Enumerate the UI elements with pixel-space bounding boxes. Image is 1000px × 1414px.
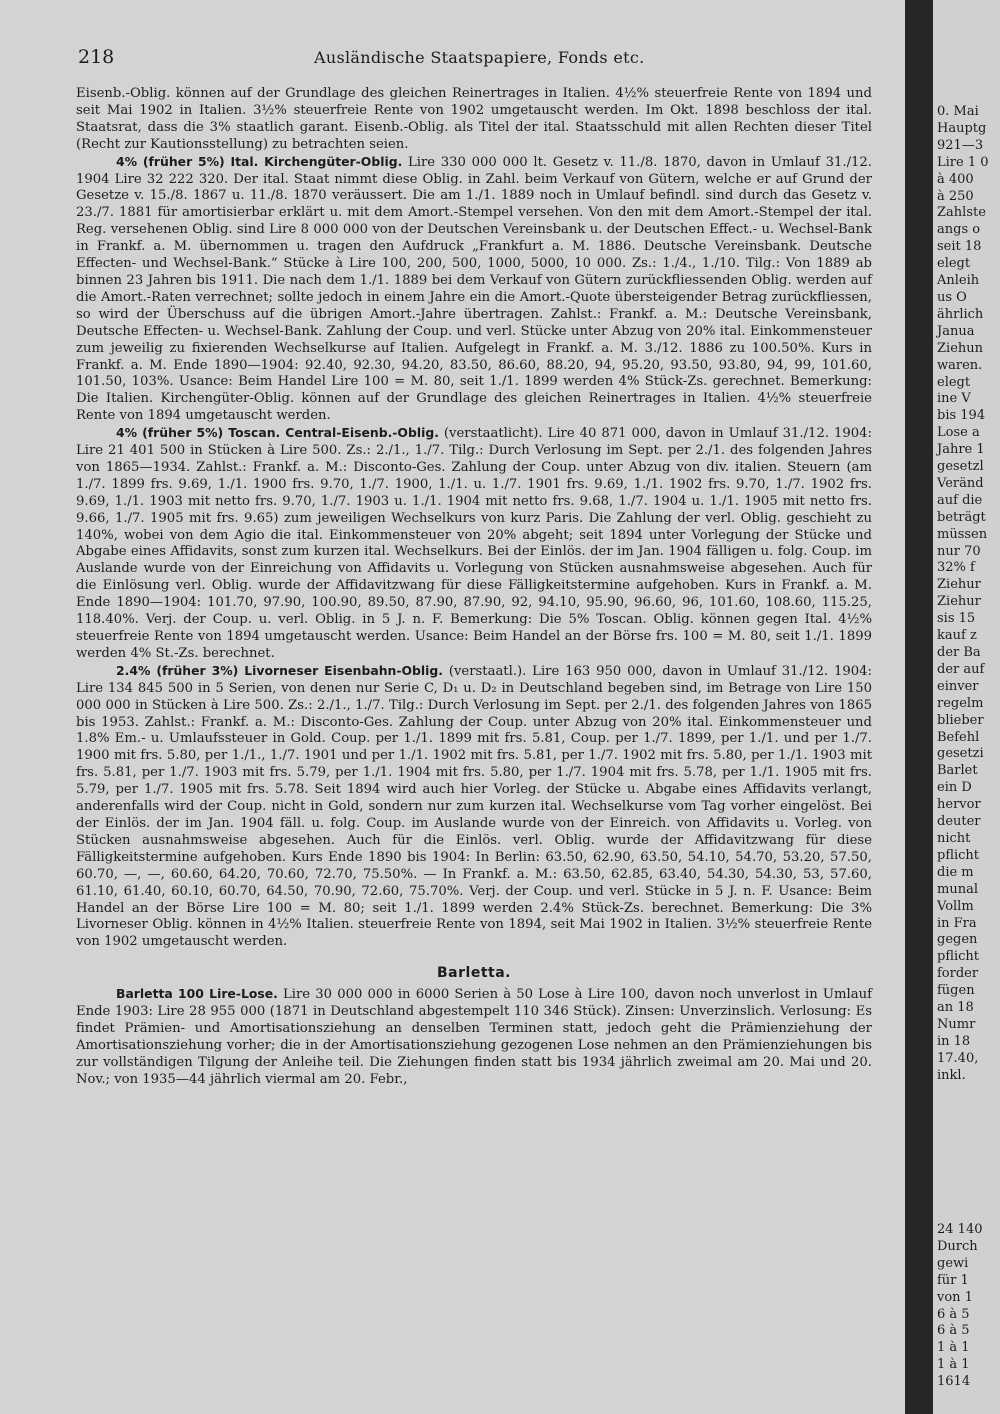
right-page-line: à 250: [937, 188, 974, 204]
right-page-line: ährlich: [937, 306, 984, 322]
book-gutter: [905, 0, 933, 1414]
entry-title: 4% (früher 5%) Toscan. Central-Eisenb.-Oblig.: [116, 425, 439, 441]
right-page-line: für 1: [937, 1272, 969, 1288]
entry-barletta: [76, 986, 872, 1088]
right-page-line: us O: [937, 289, 967, 305]
entry-title: Barletta 100 Lire-Lose.: [116, 986, 278, 1002]
right-page-line: gegen: [937, 932, 978, 948]
entry-text: Lire 30 000 000 in 6000 Serien à 50 Lose à Lire 100, davon noch unverlost in Umlauf Ende 1903: Lire 28 955 000 (1871 in Deutschland abgestempelt 110 346 Stück). Zinsen: Unverzinslich. Verlosung: Es findet Prämien- und Amortisationsziehung an denselben Terminen statt, jedoch geht die Prämienziehung der Amortisationsziehung vorher; die in der Amortisationsziehung gezogenen Lose nehmen an den Prämienziehungen bis zur vollständigen Tilgung der Anleihe teil. Die Ziehungen finden statt bis 1934 jährlich zweimal am 20. Mai und 20. Nov.; von 1935—44 jährlich viermal am 20. Febr.,: [76, 987, 872, 1087]
right-page-fragments-top: [933, 104, 989, 1085]
right-page-line: Befehl: [937, 729, 980, 745]
right-page-line: Hauptg: [937, 120, 987, 136]
intro-paragraph: Eisenb.-Oblig. können auf der Grundlage des gleichen Reinertrages in Italien. 4½% steuerfreie Rente von 1894 und seit Mai 1902 in Italien. 3½% steuerfreie Rente von 1902 umgetauscht werden. Im Okt. 1898 beschloss der ital. Staatsrat, dass die 3% staatlich garant. Eisenb.-Oblig. als Titel der ital. Staatsschuld mit allen Rechten dieser Titel (Recht zur Kautionsstellung) zu betrachten seien.: [76, 86, 872, 152]
right-page-line: elegt: [937, 256, 971, 272]
right-page-line: regelm: [937, 695, 984, 711]
right-page-line: elegt: [937, 374, 971, 390]
right-page-line: waren.: [937, 357, 983, 373]
right-page-line: pflicht: [937, 949, 980, 965]
right-page-line: pflicht: [937, 847, 980, 863]
page-header: [78, 46, 888, 72]
right-page-line: forder: [937, 966, 979, 982]
right-page-line: der Ba: [937, 645, 981, 660]
right-page-line: Durch: [937, 1238, 978, 1254]
right-page-line: sis 15: [937, 611, 976, 627]
right-page-line: Jahre 1: [937, 442, 985, 458]
right-page-line: Janua: [937, 323, 975, 339]
right-page-line: blieber: [937, 712, 984, 728]
right-page-line: angs o: [937, 222, 981, 238]
entry-text: Lire 330 000 000 lt. Gesetz v. 11./8. 1870, davon in Umlauf 31./12. 1904 Lire 32 222 320. Der ital. Staat nimmt diese Oblig. in Zahl. beim Verkauf von Gütern, welche er auf Grund der Gesetze v. 15./8. 1867 u. 11./8. 1870 veräussert. Die am 1./1. 1889 noch in Umlauf befindl. sind durch das Gesetz v. 23./7. 1881 für amortisierbar erklärt u. mit dem Amort.-Stempel versehen. Von den mit dem Amort.-Stempel der ital. Reg. versehenen Oblig. sind Lire 8 000 000 von der Deutschen Vereinsbank u. der Deutschen Effect.- u. Wechsel-Bank in Frankf. a. M. übernommen u. tragen den Aufdruck „Frankfurt a. M. 1886. Deutsche Vereinsbank. Deutsche Effecten- und Wechsel-Bank.“ Stücke à Lire 100, 200, 500, 1000, 5000, 10 000. Zs.: 1./4., 1./10. Tilg.: Von 1889 ab binnen 23 Jahren bis 1911. Die nach dem 1./1. 1889 bei dem Verkauf von Gütern zurückfliessenden Oblig. werden auf die Amort.-Raten verrechnet; sollte jedoch in einem Jahre ein die Amort.-Quote übersteigender Betrag zurückfliessen, so wird der Überschuss auf die übrigen Amort.-Jahre übertragen. Zahlst.: Frankf. a. M.: Deutsche Vereinsbank, Deutsche Effecten- u. Wechsel-Bank. Zahlung der Coup. und verl. Stücke unter Abzug von 20% ital. Einkommensteuer zum jeweilig zu fixierenden Wechselkurse auf Italien. Aufgelegt in Frankf. a. M. 3./12. 1886 zu 100.50%. Kurs in Frankf. a. M. Ende 1890—1904: 92.40, 92.30, 94.20, 83.50, 86.60, 88.20, 94, 95.20, 93.50, 93.80, 94, 99, 101.60, 101.50, 103%. Usance: Beim Handel Lire 100 = M. 80, seit 1./1. 1899 werden 4% Stück-Zs. gerechnet. Bemerkung: Die Italien. Kirchengüter-Oblig. können auf der Grundlage des gleichen Reinertrages in Italien. 4½% steuerfreie Rente von 1894 umgetauscht werden.: [76, 154, 872, 424]
right-page-line: die m: [937, 864, 974, 880]
section-heading: Barletta.: [437, 965, 511, 982]
right-page-line: Ziehur: [937, 594, 981, 610]
right-page-line: 1 à 1: [937, 1357, 970, 1373]
right-page-line: müssen: [937, 526, 988, 542]
right-page-fragments-bottom: [933, 1222, 983, 1391]
right-page-line: à 400: [937, 171, 974, 187]
entry-title: 2.4% (früher 3%) Livorneser Eisenbahn-Oblig.: [116, 662, 443, 678]
right-page-line: 6 à 5: [937, 1306, 970, 1322]
right-page-line: gesetzl: [937, 459, 984, 475]
page-number: 218: [78, 46, 115, 68]
right-page-line: gesetzi: [937, 746, 984, 762]
entry-title: 4% (früher 5%) Ital. Kirchengüter-Oblig.: [116, 153, 403, 169]
right-page-line: einver: [937, 678, 979, 694]
right-page-line: seit 18: [937, 239, 982, 255]
right-page-line: Vollm: [937, 898, 974, 914]
right-page-line: ine V: [937, 391, 971, 407]
right-page-line: 921—3: [937, 137, 984, 153]
right-page-line: Numr: [937, 1016, 976, 1032]
right-page-line: Ziehur: [937, 577, 981, 593]
entry-text: (verstaatl.). Lire 163 950 000, davon in Umlauf 31./12. 1904: Lire 134 845 500 in 5 Serien, von denen nur Serie C, D₁ u. D₂ in Deutschland begeben sind, im Betrage von Lire 150 000 000 in Stücken à Lire 500. Zs.: 2./1., 1./7. Tilg.: Durch Verlosung im Sept. per 2./1. des folgenden Jahres von 1865 bis 1953. Zahlst.: Frankf. a. M.: Disconto-Ges. Zahlung der Coup. unter Abzug von 20% ital. Einkommensteuer und 1.8% Em.- u. Umlaufssteuer in Gold. Coup. per 1./1. 1899 mit frs. 5.81, Coup. per 1./7. 1899, per 1./1. und per 1./7. 1900 mit frs. 5.80, per 1./1., 1./7. 1901 und per 1./1. 1902 mit frs. 5.81, per 1./7. 1902 mit frs. 5.80, per 1./1. 1903 mit frs. 5.81, per 1./7. 1903 mit frs. 5.79, per 1./1. 1904 mit frs. 5.80, per 1./7. 1904 mit frs. 5.78, per 1./1. 1905 mit frs. 5.79, per 1./7. 1905 mit frs. 5.78. Seit 1894 wird auch hier Vorleg. der Stücke u. Abgabe eines Affidavits verlangt, anderenfalls wird der Coup. nicht in Gold, sondern nur zum kurzen ital. Wechselkurse vom Tag vorher eingelöst. Bei der Einlös. der im Jan. 1904 fäll. u. folg. Coup. im Auslande wurde von der Einreich. von Affidavits u. Vorleg. von Stücken ausnahmsweise abgesehen. Auch für die Einlös. verl. Oblig. wurde der Affidavitzwang für diese Fälligkeitstermine aufgehoben. Kurs Ende 1890 bis 1904: In Berlin: 63.50, 62.90, 63.50, 54.10, 54.70, 53.20, 57.50, 60.70, —, —, 60.60, 64.20, 70.60, 72.70, 75.50%. — In Frankf. a. M.: 63.50, 62.85, 63.40, 54.30, 54.30, 53, 57.60, 61.10, 61.40, 60.10, 60.70, 64.50, 70.90, 72.60, 75.70%. Verj. der Coup. und verl. Stücke in 5 J. n. F. Usance: Beim Handel an der Börse Lire 100 = M. 80; seit 1./1. 1899 werden 2.4% Stück-Zs. berechnet. Bemerkung: Die 3% Livorneser Oblig. können in 4½% Italien. steuerfreie Rente von 1894, seit Mai 1902 in Italien. 3½% steuerfreie Rente von 1902 umgetauscht werden.: [76, 663, 872, 950]
entry-toscan: [76, 425, 872, 663]
right-page-line: der auf: [937, 661, 985, 677]
right-page-line: munal: [937, 881, 978, 897]
right-page-line: in Fra: [937, 915, 977, 931]
right-page-line: in 18: [937, 1033, 971, 1049]
right-page-line: gewi: [937, 1255, 969, 1271]
right-page-line: nicht: [937, 830, 971, 846]
right-page-line: inkl.: [937, 1067, 966, 1083]
right-page-line: auf die: [937, 492, 983, 508]
right-page-line: kauf z: [937, 628, 977, 644]
right-page-line: Veränd: [937, 475, 984, 491]
right-page-line: Barlet: [937, 763, 978, 779]
right-page-fragment: [933, 0, 1000, 1414]
running-head: Ausländische Staatspapiere, Fonds etc.: [314, 48, 645, 67]
entry-kirchengueter: [76, 154, 872, 426]
right-page-line: 24 140: [937, 1222, 983, 1237]
right-page-line: Anleih: [937, 273, 980, 289]
entry-livorneser: [76, 663, 872, 951]
right-page-line: Lire 1 0: [937, 154, 989, 170]
right-page-line: an 18: [937, 1000, 974, 1016]
right-page-line: Lose a: [937, 425, 980, 441]
body-text: [76, 86, 872, 1089]
right-page-line: 32% f: [937, 560, 975, 576]
right-page-line: bis 194: [937, 408, 986, 424]
right-page-line: nur 70: [937, 543, 981, 559]
right-page-line: 1 à 1: [937, 1340, 970, 1356]
right-page-line: 1614: [937, 1374, 971, 1390]
right-page-line: 0. Mai: [937, 104, 979, 119]
right-page-line: ein D: [937, 780, 972, 796]
right-page-line: 17.40,: [937, 1050, 979, 1066]
right-page-line: hervor: [937, 797, 981, 813]
right-page-line: Zahlste: [937, 205, 986, 221]
right-page-line: von 1: [937, 1289, 973, 1305]
entry-text: (verstaatlicht). Lire 40 871 000, davon in Umlauf 31./12. 1904: Lire 21 401 500 in Stücken à Lire 500. Zs.: 2./1., 1./7. Tilg.: Durch Verlosung im Sept. per 2./1. des folgenden Jahres von 1865—1934. Zahlst.: Frankf. a. M.: Disconto-Ges. Zahlung der Coup. unter Abzug von div. italien. Steuern (am 1./7. 1899 frs. 9.69, 1./1. 1900 frs. 9.70, 1./7. 1900, 1./1. u. 1./7. 1901 frs. 9.69, 1./1. 1902 frs. 9.70, 1./7. 1902 frs. 9.69, 1./1. 1903 mit netto frs. 9.70, 1./7. 1903 u. 1./1. 1904 mit netto frs. 9.68, 1./7. 1904 u. 1./1. 1905 mit netto frs. 9.66, 1./7. 1905 mit frs. 9.65) zum jeweiligen Wechselkurs von kurz Paris. Die Zahlung der verl. Oblig. geschieht zu 140%, wobei von dem Agio die ital. Einkommensteuer von 20% abgeht; seit 1894 unter Vorlegung der Stücke und Abgabe eines Affidavits, sonst zum kurzen ital. Wechselkurs. Bei der Einlös. der im Jan. 1904 fälligen u. folg. Coup. im Auslande wurde von der Einreichung von Affidavits u. Vorlegung von Stücken ausnahmsweise abgesehen. Auch für die Einlösung verl. Oblig. wurde der Affidavitzwang für diese Fälligkeitstermine aufgehoben. Kurs in Frankf. a. M. Ende 1890—1904: 101.70, 97.90, 100.90, 89.50, 87.90, 87.90, 92, 94.10, 95.90, 96.60, 96, 101.60, 108.60, 115.25, 118.40%. Verj. der Coup. u. verl. Oblig. in 5 J. n. F. Bemerkung: Die 5% Toscan. Oblig. können gegen Ital. 4½% steuerfreie Rente von 1894 umgetauscht werden. Usance: Beim Handel an der Börse frs. 100 = M. 80, seit 1./1. 1899 werden 4% St.-Zs. berechnet.: [76, 426, 872, 661]
right-page-line: Ziehun: [937, 340, 984, 356]
right-page-line: deuter: [937, 814, 981, 830]
right-page-line: fügen: [937, 983, 975, 999]
right-page-line: beträgt: [937, 509, 986, 525]
right-page-line: 6 à 5: [937, 1323, 970, 1339]
